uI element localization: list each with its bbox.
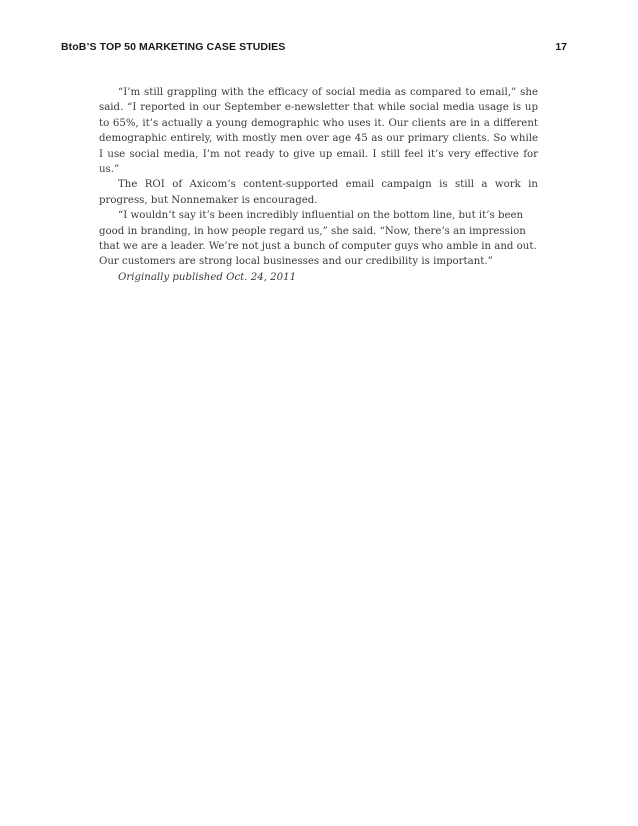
page-header [61, 41, 567, 57]
publication-dateline: Originally published Oct. 24, 2011 [118, 271, 297, 283]
article-paragraph: “I wouldn’t say it’s been incredibly influential on the bottom line, but it’s been good in branding, in how people regard us,” she said. “Now, there’s an impression that we are a leader. We’re not just a bunch of computer guys who amble in and out. Our customers are strong local businesses and our credibility is important.” [99, 210, 537, 268]
running-header-title: BtoB’S TOP 50 MARKETING CASE STUDIES [61, 41, 286, 53]
article-body [99, 85, 538, 285]
article-paragraph: “I’m still grappling with the efficacy of social media as compared to email,” she said. “I reported in our September e-newsletter that while social media usage is up to 65%, it’s actually a young demographic who uses it. Our clients are in a different demographic entirely, with mostly men over age 45 as our primary clients. So while I use social media, I’m not ready to give up email. I still feel it’s very effective for us.” [99, 87, 538, 176]
page-number: 17 [555, 41, 567, 53]
article-paragraph: The ROI of Axicom’s content-supported email campaign is still a work in progress, but Nonnemaker is encouraged. [99, 179, 538, 206]
